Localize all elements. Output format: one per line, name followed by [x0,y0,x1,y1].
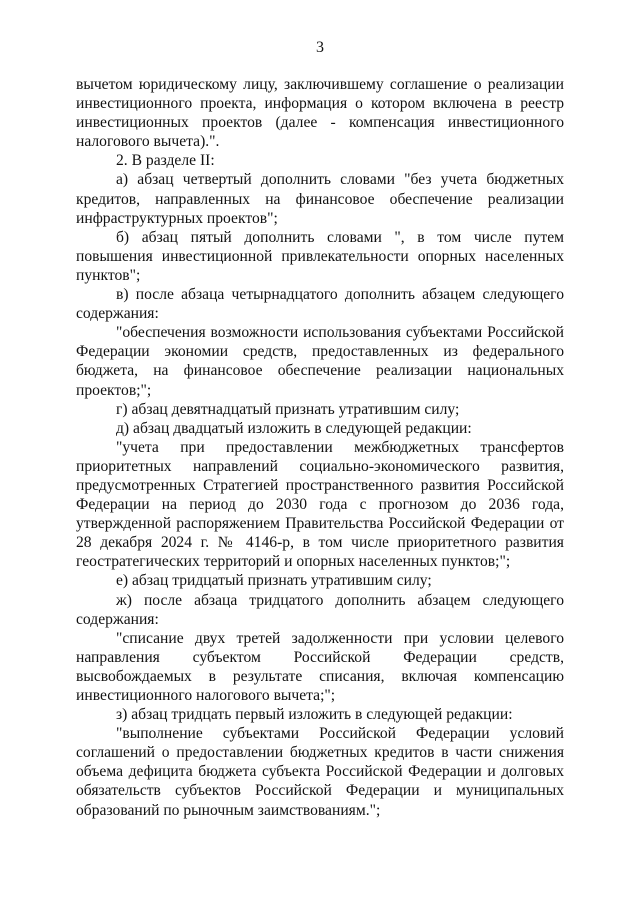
paragraph: д) абзац двадцатый изложить в следующей редакции: [116,419,472,437]
paragraph: з) абзац тридцать первый изложить в следующей редакции: [116,706,513,724]
paragraph: а) абзац четвертый дополнить словами "без учета бюджетных кредитов, направленных на финансовое обеспечение реализации инфраструктурных проектов"; [76,171,564,227]
paragraph: 2. В разделе II: [116,152,215,170]
paragraph: в) после абзаца четырнадцатого дополнить абзацем следующего содержания: [76,286,564,323]
paragraph: "обеспечения возможности использования субъектами Российской Федерации экономии средств, предоставленных из федерального бюджета, на финансовое обеспечение реализации национальных проектов;"; [76,324,564,399]
paragraph: г) абзац девятнадцатый признать утратившим силу; [116,400,460,418]
page-number: 3 [316,39,324,56]
paragraph: "выполнение субъектами Российской Федерации условий соглашений о предоставлении бюджетных кредитов в части снижения объема дефицита бюджета субъекта Российской Федерации и долговых обязательств субъектов Российской Федерации и муниципальных образований по рыночным заимствованиям."; [76,725,564,819]
paragraph: б) абзац пятый дополнить словами ", в том числе путем повышения инвестиционной привлекательности опорных населенных пунктов"; [76,228,564,284]
paragraph: е) абзац тридцатый признать утратившим силу; [116,572,432,590]
document-body [76,75,564,820]
paragraph: вычетом юридическому лицу, заключившему соглашение о реализации инвестиционного проекта, информация о котором включена в реестр инвестиционных проектов (далее - компенсация инвестиционного налогового вычета).". [76,76,564,151]
paragraph: "учета при предоставлении межбюджетных трансфертов приоритетных направлений социально-экономического развития, предусмотренных Стратегией пространственного развития Российской Федерации на период до 2030 года с прогнозом до 2036 года, утвержденной распоряжением Правительства Российской Федерации от 28 декабря 2024 г. № 4146-р, в том числе приоритетного развития геостратегических территорий и опорных населенных пунктов;"; [76,438,564,571]
paragraph: "списание двух третей задолженности при условии целевого направления субъектом Российской Федерации средств, высвобождаемых в результате списания, включая компенсацию инвестиционного налогового вычета;"; [76,629,564,704]
paragraph: ж) после абзаца тридцатого дополнить абзацем следующего содержания: [76,591,564,628]
